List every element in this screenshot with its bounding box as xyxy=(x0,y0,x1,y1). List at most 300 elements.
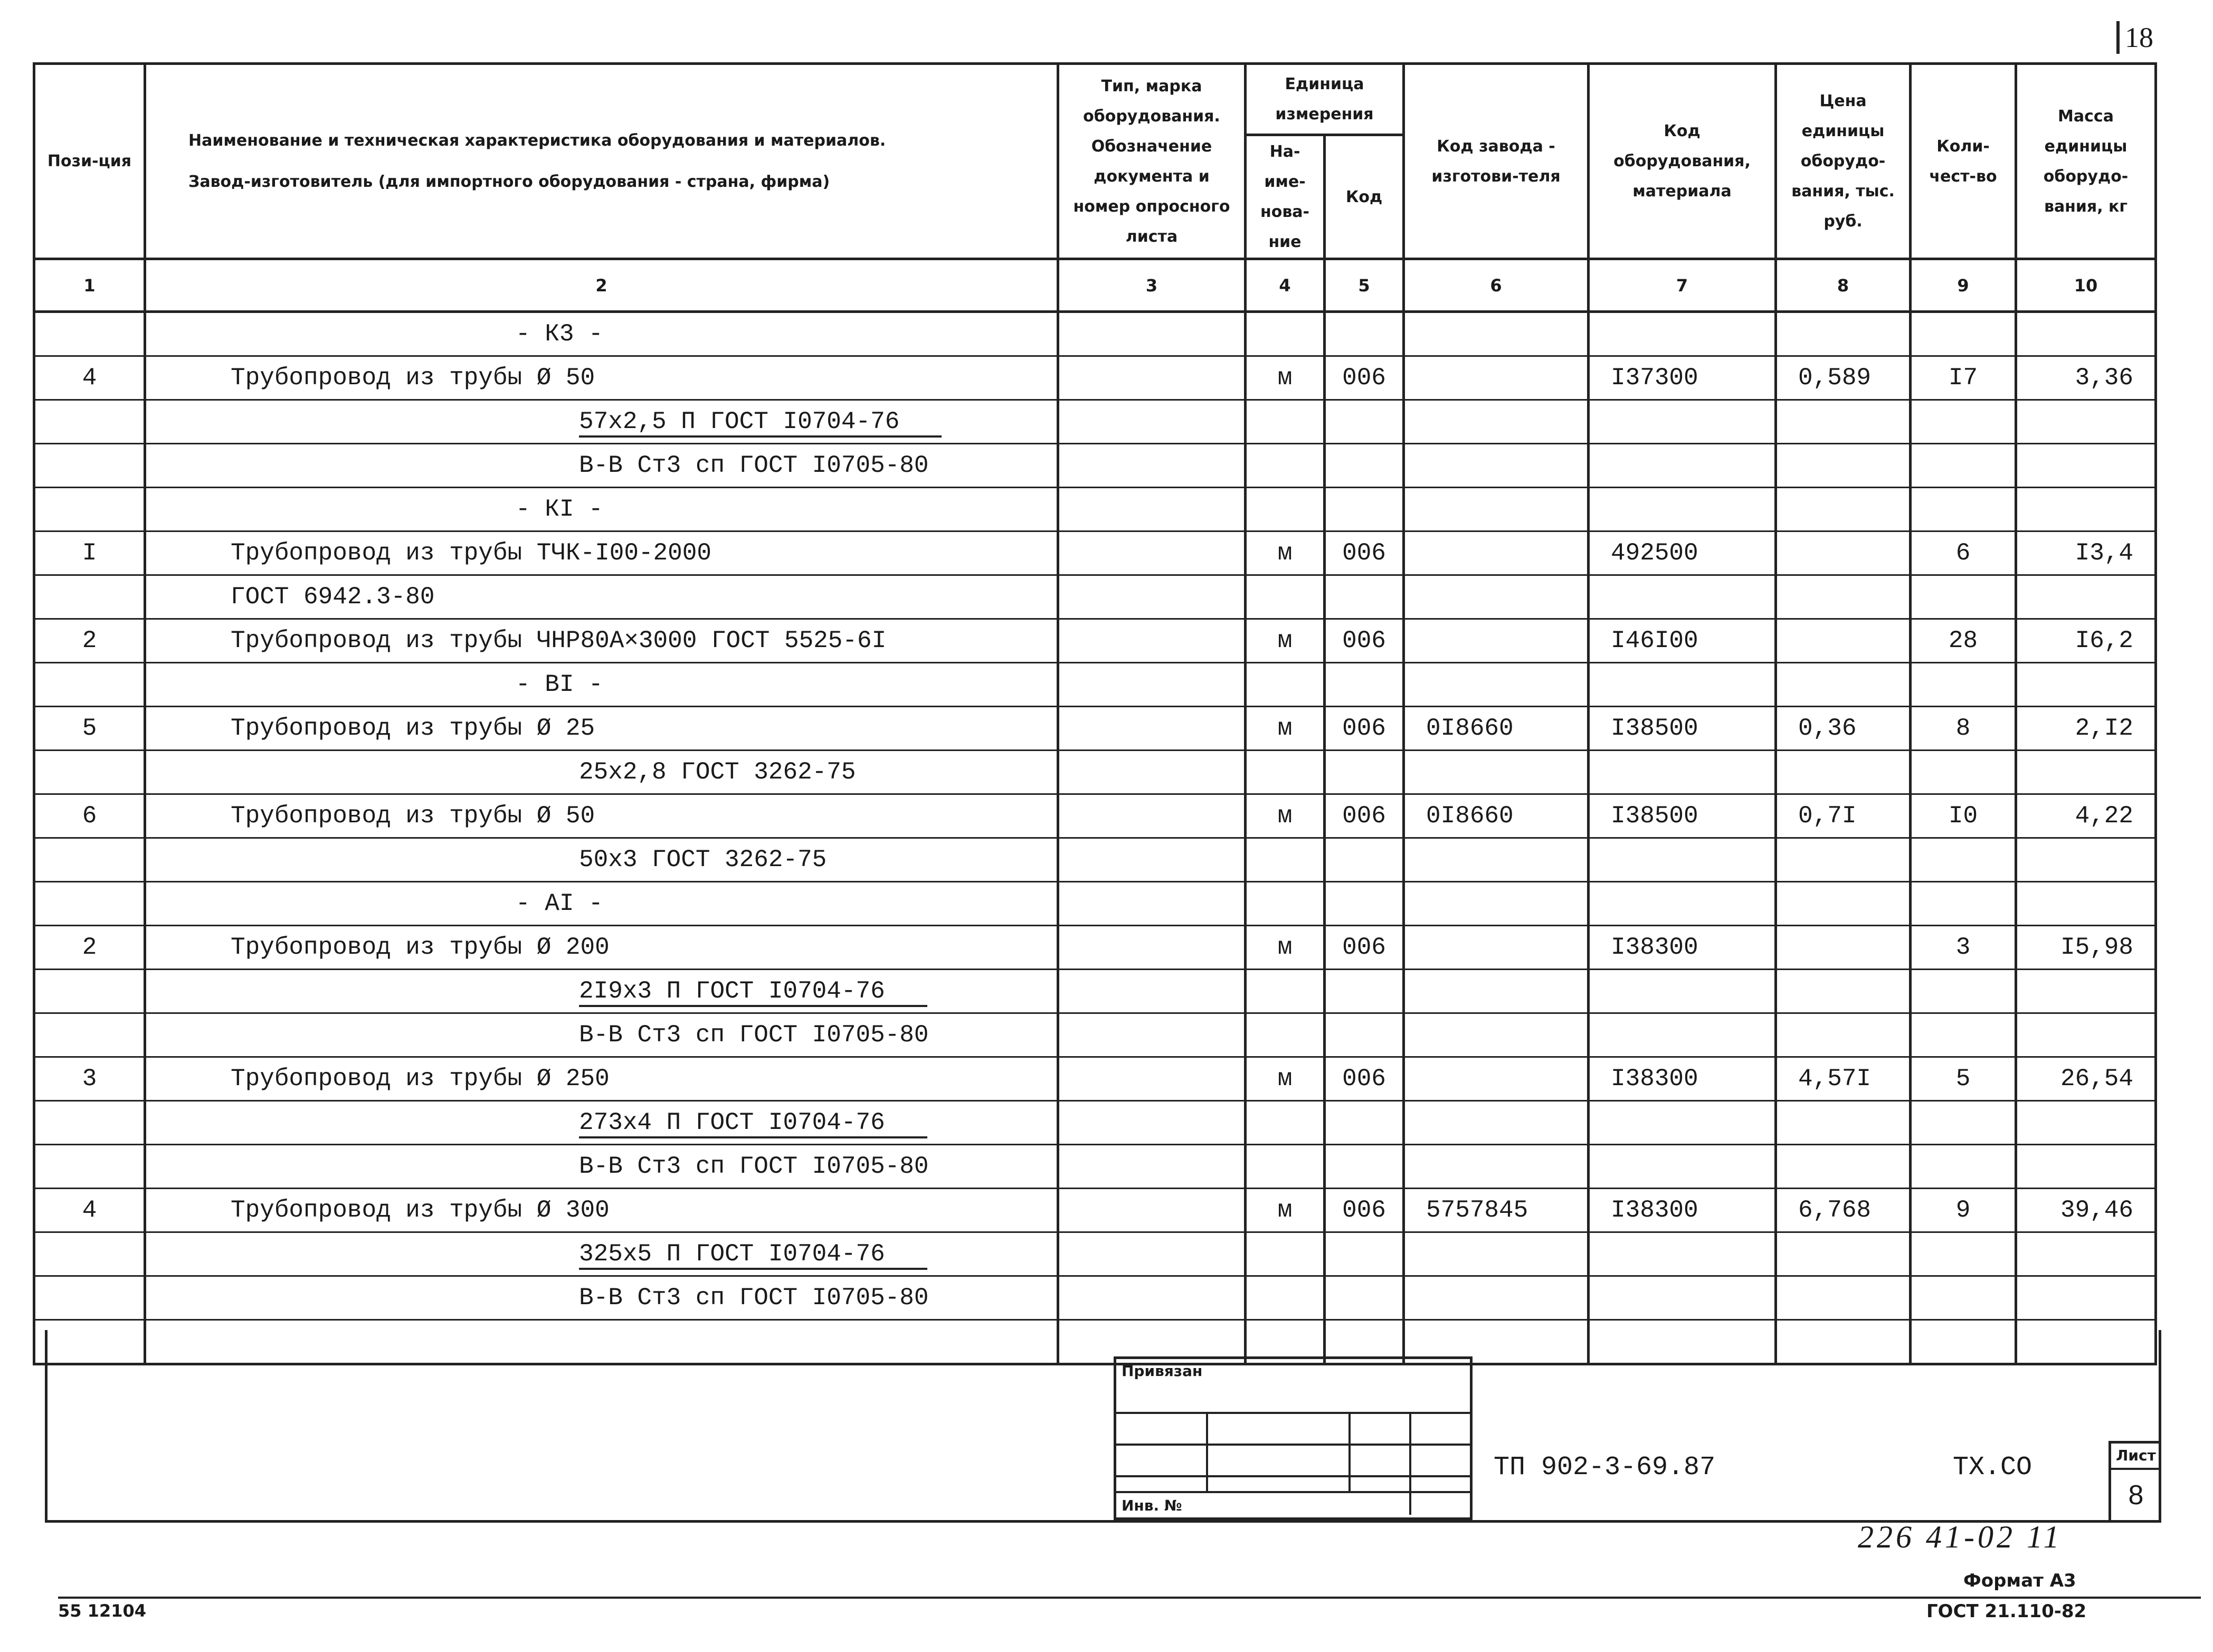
cell-name xyxy=(145,312,1058,356)
item-name-text: Трубопровод из трубы Ø 300 xyxy=(231,1197,610,1224)
cell-equipment-code: I38500 xyxy=(1589,794,1776,838)
cell-type xyxy=(1058,1145,1246,1189)
cell-plant-code: 0I8660 xyxy=(1404,707,1589,751)
stamp-divider xyxy=(1206,1412,1208,1491)
cell-unit-code xyxy=(1325,663,1404,707)
cell-price xyxy=(1776,312,1911,356)
cell-mass: 4,22 xyxy=(2016,794,2156,838)
cell-type xyxy=(1058,1101,1246,1145)
cell-unit-code: 006 xyxy=(1325,619,1404,663)
cell-mass: 26,54 xyxy=(2016,1057,2156,1101)
item-name-text: 25х2,8 ГОСТ 3262-75 xyxy=(579,758,856,786)
cell-quantity: I7 xyxy=(1911,356,2016,400)
cell-plant-code xyxy=(1404,1101,1589,1145)
cell-name xyxy=(145,1101,1058,1145)
cell-price: 0,589 xyxy=(1776,356,1911,400)
specification-table xyxy=(33,62,2157,1365)
cell-quantity: 9 xyxy=(1911,1189,2016,1232)
cell-unit-code: 006 xyxy=(1325,356,1404,400)
cell-quantity xyxy=(1911,400,2016,444)
cell-price xyxy=(1776,1101,1911,1145)
table-row xyxy=(34,312,2156,356)
cell-name xyxy=(145,1057,1058,1101)
table-row xyxy=(34,619,2156,663)
cell-type xyxy=(1058,1189,1246,1232)
cell-unit-code: 006 xyxy=(1325,926,1404,970)
cell-mass xyxy=(2016,663,2156,707)
header-type: Тип, марка оборудования. Обозначение документа и номер опросного листа xyxy=(1058,64,1246,259)
cell-unit xyxy=(1246,838,1325,882)
cell-mass xyxy=(2016,444,2156,488)
header-row-1 xyxy=(34,64,2156,135)
cell-name xyxy=(145,1145,1058,1189)
cell-plant-code: 0I8660 xyxy=(1404,794,1589,838)
header-mass: Масса единицы оборудо-вания, кг xyxy=(2016,64,2156,259)
cell-position xyxy=(34,751,145,794)
cell-position xyxy=(34,1145,145,1189)
cell-unit xyxy=(1246,312,1325,356)
cell-position xyxy=(34,1013,145,1057)
table-row xyxy=(34,1101,2156,1145)
cell-type xyxy=(1058,356,1246,400)
cell-type xyxy=(1058,707,1246,751)
table-row xyxy=(34,575,2156,619)
col-num-6: 6 xyxy=(1404,259,1589,312)
cell-price xyxy=(1776,1145,1911,1189)
cell-unit xyxy=(1246,1101,1325,1145)
item-name-text: 50х3 ГОСТ 3262-75 xyxy=(579,846,827,874)
cell-price xyxy=(1776,531,1911,575)
cell-unit-code xyxy=(1325,488,1404,531)
stamp-line xyxy=(1116,1412,1470,1414)
cell-type xyxy=(1058,312,1246,356)
cell-price xyxy=(1776,1276,1911,1320)
cell-unit xyxy=(1246,488,1325,531)
bottom-frame xyxy=(45,1330,2161,1523)
col-num-7: 7 xyxy=(1589,259,1776,312)
cell-type xyxy=(1058,751,1246,794)
cell-name xyxy=(145,619,1058,663)
cell-quantity xyxy=(1911,1013,2016,1057)
cell-mass xyxy=(2016,400,2156,444)
cell-quantity: I0 xyxy=(1911,794,2016,838)
cell-name xyxy=(145,707,1058,751)
cell-quantity: 3 xyxy=(1911,926,2016,970)
col-num-2: 2 xyxy=(145,259,1058,312)
item-name-text: Трубопровод из трубы Ø 50 xyxy=(231,802,595,830)
cell-plant-code xyxy=(1404,312,1589,356)
cell-plant-code xyxy=(1404,1232,1589,1276)
cell-name xyxy=(145,1232,1058,1276)
table-row xyxy=(34,1145,2156,1189)
cell-name xyxy=(145,1276,1058,1320)
cell-equipment-code xyxy=(1589,751,1776,794)
cell-type xyxy=(1058,838,1246,882)
cell-plant-code xyxy=(1404,531,1589,575)
cell-mass: I3,4 xyxy=(2016,531,2156,575)
left-code: 55 12104 xyxy=(58,1597,1926,1621)
header-unit-group: Единица измерения xyxy=(1246,64,1404,135)
header-unit-code: Код xyxy=(1325,135,1404,259)
col-num-4: 4 xyxy=(1246,259,1325,312)
cell-name xyxy=(145,1189,1058,1232)
table-row xyxy=(34,1057,2156,1101)
cell-unit-code: 006 xyxy=(1325,1189,1404,1232)
cell-type xyxy=(1058,1232,1246,1276)
cell-equipment-code xyxy=(1589,488,1776,531)
stamp-divider xyxy=(1348,1412,1351,1491)
cell-unit-code xyxy=(1325,751,1404,794)
cell-name xyxy=(145,575,1058,619)
cell-name xyxy=(145,400,1058,444)
cell-equipment-code xyxy=(1589,882,1776,926)
cell-equipment-code xyxy=(1589,444,1776,488)
cell-mass xyxy=(2016,970,2156,1013)
cell-type xyxy=(1058,1276,1246,1320)
cell-plant-code xyxy=(1404,400,1589,444)
cell-unit xyxy=(1246,882,1325,926)
cell-unit-code xyxy=(1325,312,1404,356)
item-name-text: Трубопровод из трубы Ø 25 xyxy=(231,715,595,742)
table-row xyxy=(34,970,2156,1013)
sheet-number: 8 xyxy=(2128,1480,2144,1511)
cell-mass xyxy=(2016,838,2156,882)
cell-name xyxy=(145,488,1058,531)
cell-mass xyxy=(2016,575,2156,619)
cell-equipment-code xyxy=(1589,312,1776,356)
cell-equipment-code: I38300 xyxy=(1589,926,1776,970)
item-name-text: Трубопровод из трубы Ø 250 xyxy=(231,1065,610,1093)
col-num-8: 8 xyxy=(1776,259,1911,312)
cell-unit-code xyxy=(1325,1013,1404,1057)
table-row xyxy=(34,531,2156,575)
cell-quantity xyxy=(1911,751,2016,794)
col-num-10: 10 xyxy=(2016,259,2156,312)
cell-position xyxy=(34,1101,145,1145)
item-name-text: Трубопровод из трубы ЧНР80А×3000 ГОСТ 5525-6I xyxy=(231,627,887,654)
cell-position: 6 xyxy=(34,794,145,838)
cell-price xyxy=(1776,751,1911,794)
header-name xyxy=(145,64,1058,259)
header-equipment-code: Код оборудования, материала xyxy=(1589,64,1776,259)
cell-position xyxy=(34,575,145,619)
cell-plant-code: 5757845 xyxy=(1404,1189,1589,1232)
cell-plant-code xyxy=(1404,1013,1589,1057)
cell-price xyxy=(1776,926,1911,970)
table-row xyxy=(34,794,2156,838)
cell-position xyxy=(34,444,145,488)
col-num-1: 1 xyxy=(34,259,145,312)
cell-plant-code xyxy=(1404,488,1589,531)
cell-unit: м xyxy=(1246,794,1325,838)
header-numbers-row xyxy=(34,259,2156,312)
cell-type xyxy=(1058,619,1246,663)
cell-quantity xyxy=(1911,1232,2016,1276)
cell-position xyxy=(34,663,145,707)
cell-type xyxy=(1058,575,1246,619)
cell-name xyxy=(145,663,1058,707)
item-name-text: Трубопровод из трубы ТЧК-I00-2000 xyxy=(231,539,711,567)
cell-unit: м xyxy=(1246,926,1325,970)
cell-price xyxy=(1776,1232,1911,1276)
cell-unit-code xyxy=(1325,575,1404,619)
cell-quantity xyxy=(1911,575,2016,619)
cell-quantity xyxy=(1911,488,2016,531)
cell-type xyxy=(1058,1057,1246,1101)
format-label: Формат А3 xyxy=(1963,1570,2076,1591)
item-name-text: В-В Ст3 сп ГОСТ I0705-80 xyxy=(579,1153,929,1180)
cell-price: 0,36 xyxy=(1776,707,1911,751)
item-name-text: - ВI - xyxy=(516,671,603,698)
sheet-label: Лист xyxy=(2111,1444,2161,1470)
cell-equipment-code: I38300 xyxy=(1589,1057,1776,1101)
cell-position: 2 xyxy=(34,926,145,970)
cell-name xyxy=(145,794,1058,838)
table-row xyxy=(34,1276,2156,1320)
cell-unit: м xyxy=(1246,1189,1325,1232)
cell-quantity: 28 xyxy=(1911,619,2016,663)
cell-equipment-code xyxy=(1589,1276,1776,1320)
cell-position xyxy=(34,488,145,531)
cell-equipment-code xyxy=(1589,838,1776,882)
cell-unit: м xyxy=(1246,1057,1325,1101)
cell-price xyxy=(1776,882,1911,926)
cell-position: 5 xyxy=(34,707,145,751)
item-name-text: 57х2,5 П ГОСТ I0704-76 xyxy=(579,408,942,438)
cell-equipment-code xyxy=(1589,1101,1776,1145)
cell-price xyxy=(1776,400,1911,444)
cell-position xyxy=(34,838,145,882)
cell-equipment-code xyxy=(1589,400,1776,444)
cell-plant-code xyxy=(1404,970,1589,1013)
cell-unit xyxy=(1246,444,1325,488)
cell-mass: 39,46 xyxy=(2016,1189,2156,1232)
cell-quantity xyxy=(1911,1101,2016,1145)
cell-quantity xyxy=(1911,838,2016,882)
cell-position xyxy=(34,1276,145,1320)
cell-position xyxy=(34,312,145,356)
cell-unit-code xyxy=(1325,444,1404,488)
col-num-9: 9 xyxy=(1911,259,2016,312)
cell-plant-code xyxy=(1404,575,1589,619)
cell-equipment-code xyxy=(1589,575,1776,619)
cell-plant-code xyxy=(1404,838,1589,882)
cell-price xyxy=(1776,619,1911,663)
table-row xyxy=(34,882,2156,926)
cell-name xyxy=(145,444,1058,488)
cell-name xyxy=(145,1013,1058,1057)
cell-unit-code: 006 xyxy=(1325,531,1404,575)
cell-equipment-code: 492500 xyxy=(1589,531,1776,575)
cell-unit xyxy=(1246,970,1325,1013)
cell-type xyxy=(1058,531,1246,575)
cell-mass xyxy=(2016,751,2156,794)
cell-quantity xyxy=(1911,882,2016,926)
cell-position: 2 xyxy=(34,619,145,663)
cell-equipment-code: I37300 xyxy=(1589,356,1776,400)
stamp-divider xyxy=(1409,1412,1411,1515)
cell-unit-code: 006 xyxy=(1325,1057,1404,1101)
item-name-text: 273х4 П ГОСТ I0704-76 xyxy=(579,1109,927,1138)
cell-name xyxy=(145,970,1058,1013)
cell-price xyxy=(1776,575,1911,619)
cell-type xyxy=(1058,794,1246,838)
cell-position: I xyxy=(34,531,145,575)
table-row xyxy=(34,1232,2156,1276)
header-name-line1: Наименование и техническая характеристика оборудования и материалов. xyxy=(188,131,886,150)
cell-unit xyxy=(1246,1232,1325,1276)
cell-plant-code xyxy=(1404,663,1589,707)
cell-plant-code xyxy=(1404,882,1589,926)
cell-quantity xyxy=(1911,1145,2016,1189)
cell-unit-code xyxy=(1325,882,1404,926)
cell-unit xyxy=(1246,1013,1325,1057)
header-name-line2: Завод-изготовитель (для импортного оборудования - страна, фирма) xyxy=(188,172,830,191)
cell-name xyxy=(145,926,1058,970)
cell-mass xyxy=(2016,1013,2156,1057)
header-quantity: Коли-чест-во xyxy=(1911,64,2016,259)
cell-equipment-code: I38500 xyxy=(1589,707,1776,751)
table-row xyxy=(34,400,2156,444)
item-name-text: - КI - xyxy=(516,496,603,523)
cell-plant-code xyxy=(1404,1057,1589,1101)
cell-plant-code xyxy=(1404,619,1589,663)
cell-quantity xyxy=(1911,970,2016,1013)
cell-quantity xyxy=(1911,663,2016,707)
cell-equipment-code xyxy=(1589,1013,1776,1057)
cell-type xyxy=(1058,488,1246,531)
document-mark: ТХ.СО xyxy=(1953,1452,2032,1483)
cell-equipment-code: I46I00 xyxy=(1589,619,1776,663)
cell-plant-code xyxy=(1404,1276,1589,1320)
table-row xyxy=(34,1013,2156,1057)
cell-unit xyxy=(1246,751,1325,794)
cell-mass: 3,36 xyxy=(2016,356,2156,400)
cell-plant-code xyxy=(1404,1145,1589,1189)
cell-price xyxy=(1776,838,1911,882)
cell-position xyxy=(34,400,145,444)
cell-name xyxy=(145,882,1058,926)
cell-unit xyxy=(1246,1145,1325,1189)
cell-unit-code xyxy=(1325,1101,1404,1145)
cell-unit-code xyxy=(1325,838,1404,882)
cell-position xyxy=(34,882,145,926)
cell-plant-code xyxy=(1404,444,1589,488)
cell-position: 3 xyxy=(34,1057,145,1101)
gost-reference: ГОСТ 21.110-82 xyxy=(1926,1597,2201,1622)
cell-quantity xyxy=(1911,312,2016,356)
item-name-text: В-В Ст3 сп ГОСТ I0705-80 xyxy=(579,1021,929,1049)
table-row xyxy=(34,488,2156,531)
cell-price xyxy=(1776,488,1911,531)
header-plant-code: Код завода - изготови-теля xyxy=(1404,64,1589,259)
col-num-3: 3 xyxy=(1058,259,1246,312)
table-row xyxy=(34,1189,2156,1232)
cell-unit: м xyxy=(1246,356,1325,400)
cell-unit: м xyxy=(1246,707,1325,751)
document-code: ТП 902-3-69.87 xyxy=(1494,1452,1716,1483)
cell-unit xyxy=(1246,663,1325,707)
table-row xyxy=(34,663,2156,707)
cell-mass xyxy=(2016,312,2156,356)
cell-mass xyxy=(2016,882,2156,926)
item-name-text: В-В Ст3 сп ГОСТ I0705-80 xyxy=(579,452,929,479)
item-name-text: В-В Ст3 сп ГОСТ I0705-80 xyxy=(579,1284,929,1312)
cell-name xyxy=(145,531,1058,575)
stamp-line xyxy=(1116,1475,1470,1477)
cell-price xyxy=(1776,1013,1911,1057)
item-name-text: 325х5 П ГОСТ I0704-76 xyxy=(579,1240,927,1270)
cell-mass xyxy=(2016,488,2156,531)
cell-quantity xyxy=(1911,444,2016,488)
cell-quantity: 6 xyxy=(1911,531,2016,575)
table-row xyxy=(34,751,2156,794)
cell-price xyxy=(1776,444,1911,488)
cell-mass: 2,I2 xyxy=(2016,707,2156,751)
item-name-text: - АI - xyxy=(516,890,603,917)
cell-type xyxy=(1058,1013,1246,1057)
stamp-line xyxy=(1116,1444,1470,1446)
cell-unit: м xyxy=(1246,531,1325,575)
cell-type xyxy=(1058,926,1246,970)
cell-unit-code xyxy=(1325,970,1404,1013)
table-row xyxy=(34,356,2156,400)
cell-unit: м xyxy=(1246,619,1325,663)
cell-position: 4 xyxy=(34,1189,145,1232)
stamp-line xyxy=(1116,1491,1470,1493)
cell-position xyxy=(34,1232,145,1276)
cell-type xyxy=(1058,400,1246,444)
cell-plant-code xyxy=(1404,751,1589,794)
cell-quantity: 5 xyxy=(1911,1057,2016,1101)
cell-type xyxy=(1058,882,1246,926)
cell-type xyxy=(1058,444,1246,488)
cell-mass xyxy=(2016,1101,2156,1145)
cell-unit-code xyxy=(1325,1145,1404,1189)
cell-type xyxy=(1058,970,1246,1013)
item-name-text: Трубопровод из трубы Ø 50 xyxy=(231,364,595,392)
cell-price: 4,57I xyxy=(1776,1057,1911,1101)
cell-mass xyxy=(2016,1232,2156,1276)
header-unit-name: На-име-нова-ние xyxy=(1246,135,1325,259)
cell-mass xyxy=(2016,1276,2156,1320)
handwritten-number: 226 41-02 11 xyxy=(1858,1520,2063,1554)
cell-unit xyxy=(1246,575,1325,619)
cell-unit-code xyxy=(1325,400,1404,444)
header-price: Цена единицы оборудо-вания, тыс. руб. xyxy=(1776,64,1911,259)
cell-mass: I5,98 xyxy=(2016,926,2156,970)
cell-unit xyxy=(1246,400,1325,444)
cell-name xyxy=(145,751,1058,794)
cell-position xyxy=(34,970,145,1013)
cell-mass xyxy=(2016,1145,2156,1189)
cell-price xyxy=(1776,663,1911,707)
cell-quantity: 8 xyxy=(1911,707,2016,751)
cell-equipment-code: I38300 xyxy=(1589,1189,1776,1232)
table-row xyxy=(34,444,2156,488)
cell-equipment-code xyxy=(1589,1232,1776,1276)
cell-unit xyxy=(1246,1276,1325,1320)
table-body xyxy=(34,312,2156,1364)
item-name-text: 2I9х3 П ГОСТ I0704-76 xyxy=(579,977,927,1007)
cell-unit-code: 006 xyxy=(1325,707,1404,751)
cell-mass: I6,2 xyxy=(2016,619,2156,663)
cell-name xyxy=(145,838,1058,882)
cell-name xyxy=(145,356,1058,400)
cell-price xyxy=(1776,970,1911,1013)
cell-equipment-code xyxy=(1589,970,1776,1013)
cell-quantity xyxy=(1911,1276,2016,1320)
